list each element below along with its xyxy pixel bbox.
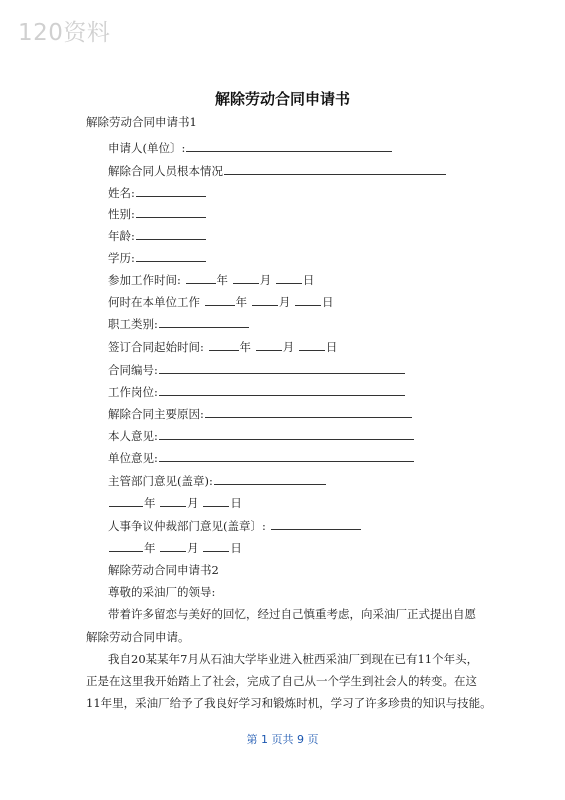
dept-opinion-label: 主管部门意见(盖章): [108,474,213,488]
education-label: 学历: [108,251,135,265]
dept-date-field [108,494,242,511]
arbitration-date-field [108,539,242,556]
year-label: 年 [144,541,156,555]
paragraph-1-line-2: 解除劳动合同申请。 [86,630,190,644]
work-start-day-blank [276,271,302,284]
unit-start-month-blank [252,293,278,306]
position-label: 工作岗位: [108,385,158,399]
paragraph-2-line-1: 我自20某某年7月从石油大学毕业进入桩西采油厂到现在已有11个年头， [108,652,479,666]
unit-opinion-field [108,449,415,466]
basic-info-blank [224,162,446,175]
name-field [108,184,207,201]
gender-label: 性别: [108,207,135,221]
work-start-year-blank [186,271,216,284]
page-number: 第 1 页共 9 页 [246,733,319,746]
unit-start-label: 何时在本单位工作 [108,295,200,309]
arbitration-day-blank [203,539,229,552]
day-label: 日 [302,273,315,287]
unit-start-day-blank [295,293,321,306]
category-blank [159,315,249,328]
dept-opinion-blank [214,472,326,485]
dept-day-blank [203,494,229,507]
paragraph-2-line-3: 11年里，采油厂给予了我良好学习和锻炼时机，学习了许多珍贵的知识与技能。 [86,696,492,710]
year-label: 年 [235,295,248,309]
contract-start-year-blank [209,338,239,351]
month-label: 月 [187,496,199,510]
contract-start-month-blank [256,338,282,351]
applicant-field [108,139,393,156]
year-label: 年 [144,496,156,510]
arbitration-year-blank [109,539,143,552]
work-start-field [108,271,314,288]
arbitration-opinion-label: 人事争议仲裁部门意见(盖章〕: [108,519,266,533]
contract-start-field [108,338,337,355]
contract-no-label: 合同编号: [108,363,158,377]
contract-no-blank [159,361,405,374]
gender-blank [136,205,206,218]
contract-start-day-blank [299,338,325,351]
day-label: 日 [321,295,334,309]
reason-field [108,405,413,422]
basic-info-field [108,162,447,179]
name-blank [136,184,206,197]
unit-start-year-blank [205,293,235,306]
paragraph-2-line-2: 正是在这里我开始踏上了社会，完成了自己从一个学生到社会人的转变。在这 [86,674,477,688]
education-field [108,249,207,266]
day-label: 日 [230,496,242,510]
month-label: 月 [259,273,272,287]
position-field [108,383,406,400]
work-start-month-blank [233,271,259,284]
month-label: 月 [278,295,291,309]
day-label: 日 [325,340,338,354]
applicant-label: 申请人(单位〕: [108,141,186,155]
unit-opinion-blank [159,449,414,462]
paragraph-1-line-1: 带着许多留恋与美好的回忆，经过自己慎重考虑，向采油厂正式提出自愿 [108,607,476,621]
category-label: 职工类别: [108,317,158,331]
work-start-label: 参加工作时间: [108,273,181,287]
gender-field [108,205,207,222]
contract-no-field [108,361,406,378]
category-field [108,315,250,332]
age-field [108,227,207,244]
personal-opinion-field [108,427,415,444]
name-label: 姓名: [108,186,135,200]
education-blank [136,249,206,262]
watermark-logo: 120资料 [18,20,111,46]
document-title: 解除劳动合同申请书 [214,90,350,108]
age-blank [136,227,206,240]
applicant-blank [186,139,392,152]
month-label: 月 [187,541,199,555]
basic-info-label: 解除合同人员根本情况 [108,164,223,178]
day-label: 日 [230,541,242,555]
arbitration-month-blank [160,539,186,552]
arbitration-opinion-field [108,517,362,534]
dept-month-blank [160,494,186,507]
section-heading-2: 解除劳动合同申请书2 [108,563,219,577]
unit-start-field [108,293,333,310]
dept-opinion-field [108,472,327,489]
personal-opinion-blank [159,427,414,440]
age-label: 年龄: [108,229,135,243]
year-label: 年 [216,273,229,287]
dept-year-blank [109,494,143,507]
salutation: 尊敬的采油厂的领导: [108,585,216,599]
arbitration-opinion-blank [271,517,361,530]
position-blank [159,383,405,396]
reason-label: 解除合同主要原因: [108,407,204,421]
year-label: 年 [239,340,252,354]
month-label: 月 [282,340,295,354]
reason-blank [205,405,412,418]
contract-start-label: 签订合同起始时间: [108,340,204,354]
unit-opinion-label: 单位意见: [108,451,158,465]
personal-opinion-label: 本人意见: [108,429,158,443]
section-heading-1: 解除劳动合同申请书1 [86,115,197,129]
